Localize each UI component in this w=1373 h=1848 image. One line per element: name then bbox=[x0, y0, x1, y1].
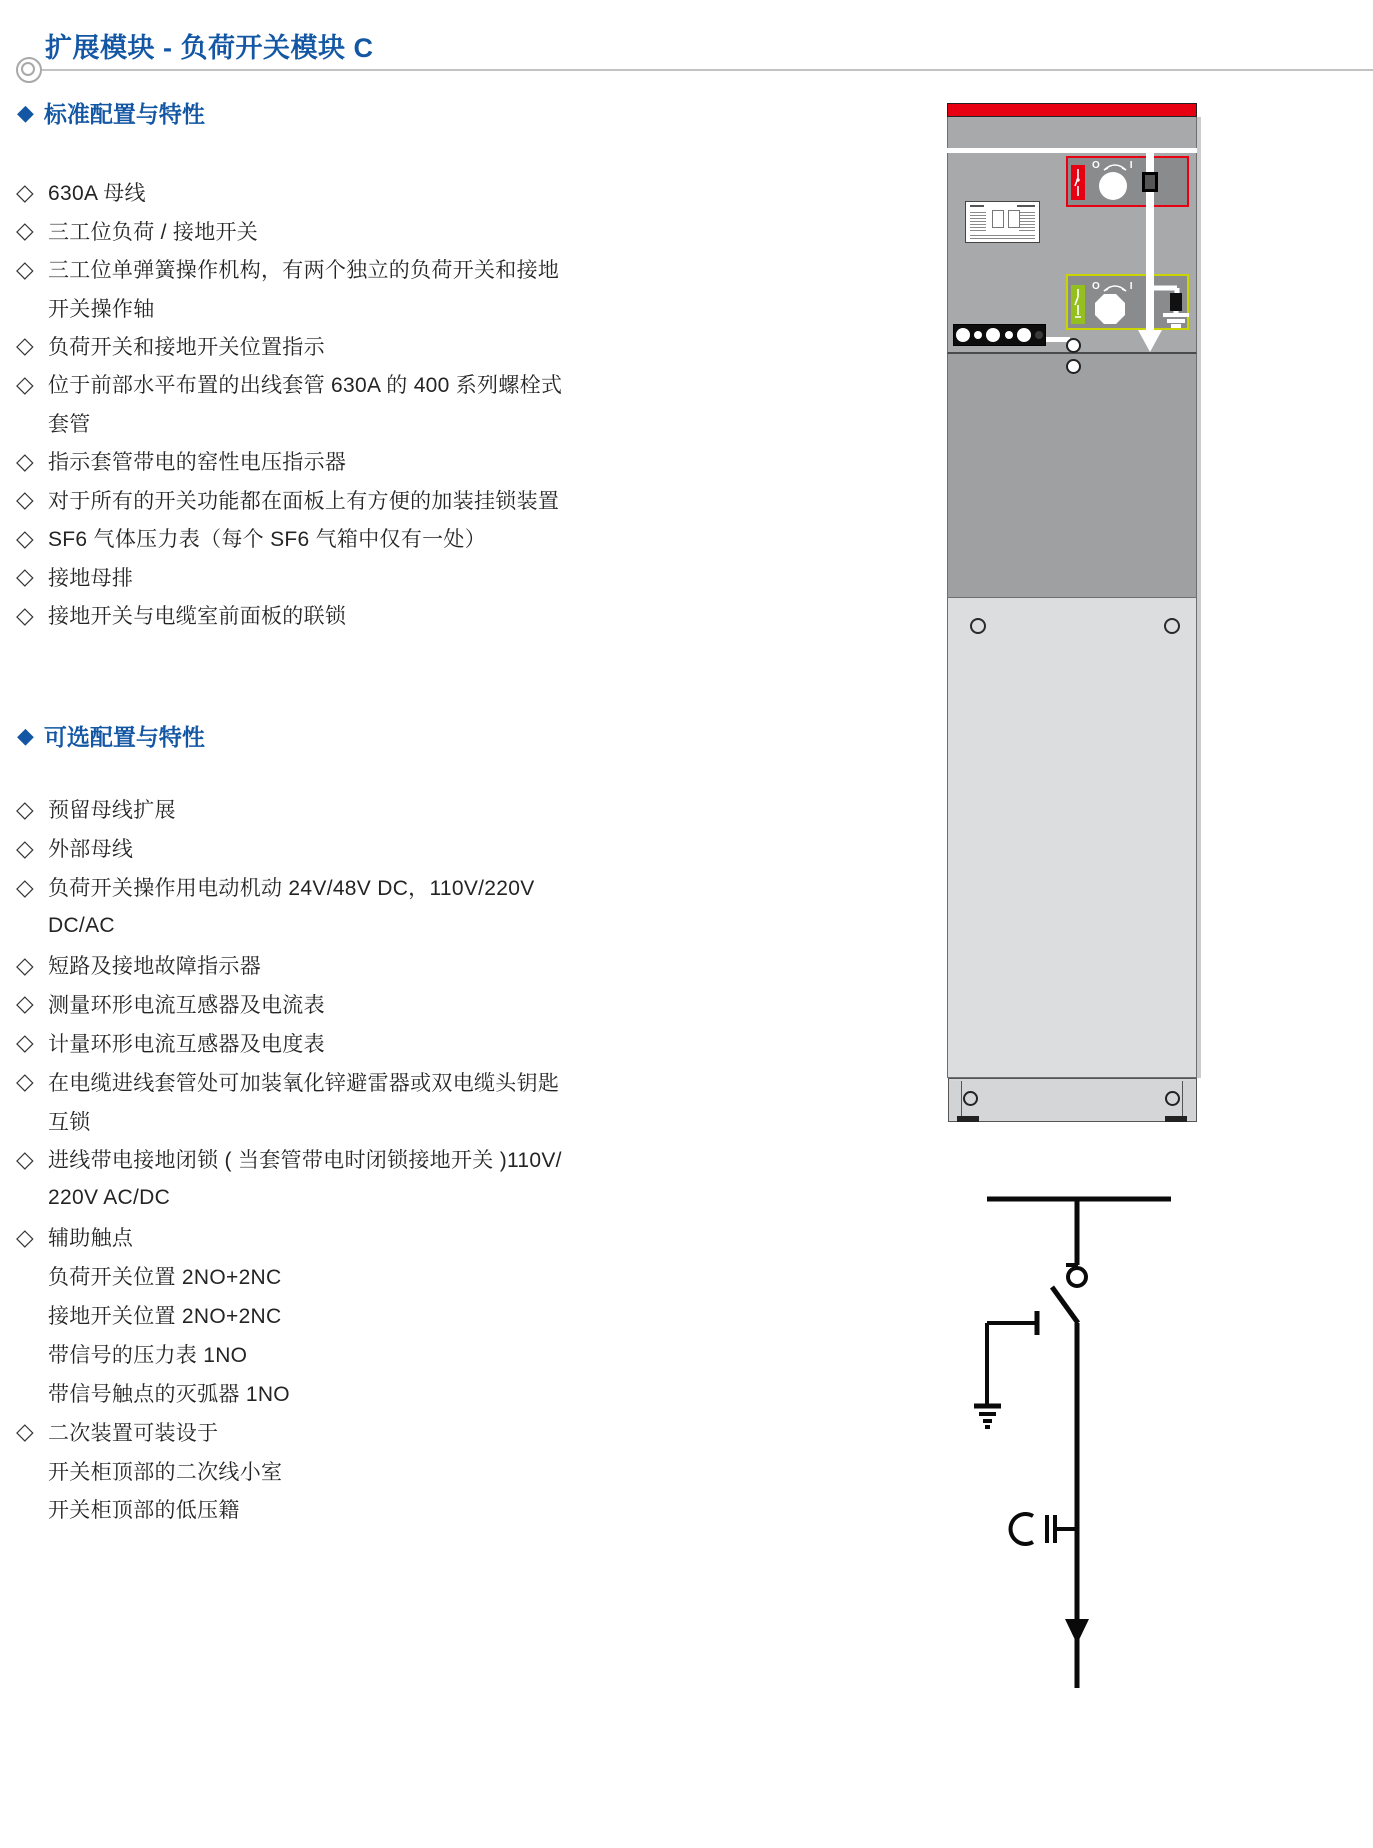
diamond-bullet-icon: ◇ bbox=[16, 447, 34, 474]
load-switch-control-box bbox=[1066, 156, 1189, 207]
optional-feature-list bbox=[16, 790, 576, 1529]
diamond-bullet-icon: ◇ bbox=[16, 990, 34, 1017]
list-item bbox=[16, 907, 576, 946]
voltage-indicator-arc bbox=[1011, 1514, 1033, 1544]
diamond-bullet-icon: ◇ bbox=[16, 795, 34, 822]
list-item-text: 短路及接地故障指示器 bbox=[48, 955, 261, 978]
list-item bbox=[16, 984, 576, 1023]
list-item bbox=[16, 327, 576, 365]
bushing-circle bbox=[956, 328, 970, 342]
closed-label: I bbox=[1129, 281, 1133, 292]
page-title: 扩展模块 - 负荷开关模块 C bbox=[45, 33, 374, 63]
cabinet-side-edge bbox=[1197, 117, 1201, 1078]
oi-position-indicator bbox=[1092, 161, 1133, 171]
list-item bbox=[16, 1023, 576, 1062]
standard-feature-list bbox=[16, 173, 576, 634]
list-item-text: 负荷开关操作用电动机动 24V/48V DC，110V/220V bbox=[48, 877, 535, 901]
list-item-text: 开关柜顶部的二次线小室 bbox=[48, 1460, 283, 1484]
bushing-circle bbox=[1017, 328, 1031, 342]
oi-position-indicator bbox=[1092, 282, 1133, 292]
section-heading-text: 标准配置与特性 bbox=[43, 101, 205, 127]
diamond-bullet-icon: ◇ bbox=[16, 1029, 34, 1056]
section-heading-optional bbox=[17, 719, 205, 752]
list-item bbox=[16, 519, 576, 557]
list-item-text: 指示套管带电的窑性电压指示器 bbox=[48, 451, 347, 475]
list-item-text: 接地母排 bbox=[48, 566, 134, 590]
list-item bbox=[16, 1257, 576, 1296]
list-item bbox=[16, 173, 576, 211]
diamond-bullet-icon: ◇ bbox=[16, 873, 34, 900]
base-left-leg bbox=[949, 1081, 962, 1119]
diamond-bullet-icon: ◇ bbox=[16, 217, 34, 244]
cabinet-lower-door bbox=[947, 597, 1197, 1078]
diamond-bullet-icon: ◇ bbox=[16, 601, 34, 628]
cable-bushing-strip bbox=[953, 324, 1046, 346]
list-item bbox=[16, 946, 576, 985]
list-item-text: 220V AC/DC bbox=[48, 1186, 171, 1210]
list-item-text: 二次装置可装设于 bbox=[48, 1421, 219, 1445]
list-item bbox=[16, 1296, 576, 1335]
rating-plate-line bbox=[970, 205, 984, 207]
list-item bbox=[16, 211, 576, 249]
list-item bbox=[16, 1101, 576, 1140]
base-bolt bbox=[1165, 1091, 1180, 1106]
switch-symbol-icon bbox=[1071, 165, 1085, 200]
feeder-arrow-icon bbox=[1065, 1619, 1089, 1644]
list-item-text: 进线带电接地闭锁 ( 当套管带电时闭锁接地开关 )110V/ bbox=[48, 1149, 562, 1173]
list-item bbox=[16, 288, 576, 326]
list-item bbox=[16, 481, 576, 519]
diamond-bullet-icon: ◇ bbox=[16, 951, 34, 978]
list-item-text: 负荷开关位置 2NO+2NC bbox=[48, 1266, 282, 1290]
list-item-text: 位于前部水平布置的出线套管 630A 的 400 系列螺栓式 bbox=[48, 374, 563, 398]
list-item-text: 接地开关与电缆室前面板的联锁 bbox=[48, 605, 347, 629]
bushing-circle-small bbox=[1035, 331, 1043, 339]
list-item bbox=[16, 1334, 576, 1373]
section-heading-text: 可选配置与特性 bbox=[43, 724, 205, 750]
panel-screw bbox=[970, 618, 986, 634]
list-item-text: 辅助触点 bbox=[48, 1227, 134, 1251]
header-rule bbox=[42, 69, 1373, 71]
earth-switch-knob bbox=[1095, 294, 1125, 324]
list-item-text: 三工位单弹簧操作机构，有两个独立的负荷开关和接地 bbox=[48, 259, 560, 283]
diamond-bullet-icon: ◇ bbox=[16, 486, 34, 513]
list-item-text: 对于所有的开关功能都在面板上有方便的加装挂锁装置 bbox=[48, 489, 560, 513]
rule-ornament-inner-icon bbox=[21, 62, 35, 76]
list-item bbox=[16, 1179, 576, 1218]
earth-switch-symbol-icon bbox=[1071, 285, 1085, 324]
diamond-bullet-icon: ◇ bbox=[16, 178, 34, 205]
list-item-text: 套管 bbox=[48, 412, 91, 436]
bushing-circle bbox=[986, 328, 1000, 342]
list-item bbox=[16, 1490, 576, 1529]
list-item bbox=[16, 442, 576, 480]
pressure-gauge bbox=[1066, 338, 1081, 353]
rating-plate-diagram bbox=[1008, 210, 1020, 228]
switchgear-cabinet-illustration bbox=[947, 103, 1203, 1123]
filled-diamond-icon: ◆ bbox=[17, 722, 34, 748]
list-item-text: 在电缆进线套管处可加装氧化锌避雷器或双电缆头钥匙 bbox=[48, 1071, 560, 1095]
list-item bbox=[16, 1412, 576, 1451]
diamond-bullet-icon: ◇ bbox=[16, 524, 34, 551]
list-item bbox=[16, 404, 576, 442]
base-right-leg bbox=[1182, 1081, 1195, 1119]
bushing-circle-small bbox=[974, 331, 982, 339]
earth-branch-icon bbox=[1142, 271, 1194, 335]
cabinet-base bbox=[948, 1078, 1197, 1122]
bushing-circle-small bbox=[1005, 331, 1013, 339]
cabinet-mid-panel bbox=[947, 354, 1197, 597]
list-item bbox=[16, 1373, 576, 1412]
list-item-text: 三工位负荷 / 接地开关 bbox=[48, 220, 259, 244]
diamond-bullet-icon: ◇ bbox=[16, 1418, 34, 1445]
open-label: O bbox=[1092, 281, 1100, 292]
list-item-text: 外部母线 bbox=[48, 838, 134, 862]
rating-plate-line bbox=[1017, 205, 1035, 207]
rating-plate bbox=[965, 201, 1040, 243]
list-item-text: 互锁 bbox=[48, 1110, 91, 1134]
closed-label: I bbox=[1129, 160, 1133, 171]
rating-plate-diagram bbox=[992, 210, 1004, 228]
diamond-bullet-icon: ◇ bbox=[16, 255, 34, 282]
list-item-text: 带信号的压力表 1NO bbox=[48, 1343, 248, 1367]
diamond-bullet-icon: ◇ bbox=[16, 1145, 34, 1172]
list-item-text: 测量环形电流互感器及电流表 bbox=[48, 993, 325, 1017]
section-heading-standard bbox=[17, 96, 205, 129]
rotation-arrow-icon bbox=[1102, 162, 1128, 171]
list-item-text: 630A 母线 bbox=[48, 182, 146, 206]
cabinet-foot bbox=[1165, 1116, 1187, 1122]
diamond-bullet-icon: ◇ bbox=[16, 332, 34, 359]
diamond-bullet-icon: ◇ bbox=[16, 563, 34, 590]
rating-plate-line bbox=[970, 235, 1035, 236]
panel-screw bbox=[1164, 618, 1180, 634]
list-item-text: 负荷开关和接地开关位置指示 bbox=[48, 335, 325, 359]
list-item-text: 开关柜顶部的低压籍 bbox=[48, 1499, 240, 1523]
rating-plate-table bbox=[970, 210, 986, 232]
filled-diamond-icon: ◆ bbox=[17, 99, 34, 125]
list-item-text: 开关操作轴 bbox=[48, 297, 155, 321]
list-item bbox=[16, 557, 576, 595]
rule-ornament-icon bbox=[16, 57, 42, 83]
list-item-text: 计量环形电流互感器及电度表 bbox=[48, 1032, 325, 1056]
list-item bbox=[16, 250, 576, 288]
list-item bbox=[16, 1218, 576, 1257]
open-label: O bbox=[1092, 160, 1100, 171]
list-item bbox=[16, 868, 576, 907]
list-item-text: SF6 气体压力表（每个 SF6 气箱中仅有一处） bbox=[48, 528, 487, 552]
switch-blade bbox=[1052, 1287, 1078, 1323]
list-item bbox=[16, 1451, 576, 1490]
list-item bbox=[16, 790, 576, 829]
diamond-bullet-icon: ◇ bbox=[16, 834, 34, 861]
single-line-diagram bbox=[930, 1180, 1250, 1700]
list-item bbox=[16, 829, 576, 868]
list-item-text: 预留母线扩展 bbox=[48, 799, 176, 823]
list-item-text: DC/AC bbox=[48, 914, 115, 938]
cabinet-top-red-bar bbox=[947, 103, 1197, 117]
list-item bbox=[16, 365, 576, 403]
list-item-text: 接地开关位置 2NO+2NC bbox=[48, 1305, 282, 1329]
bus-connector bbox=[1142, 172, 1158, 192]
diamond-bullet-icon: ◇ bbox=[16, 1223, 34, 1250]
panel-seam-line bbox=[947, 148, 1197, 153]
pressure-gauge bbox=[1066, 359, 1081, 374]
load-switch-handle bbox=[1071, 165, 1085, 200]
list-item-text: 带信号触点的灭弧器 1NO bbox=[48, 1382, 290, 1406]
list-item bbox=[16, 1140, 576, 1179]
diamond-bullet-icon: ◇ bbox=[16, 1068, 34, 1095]
earth-switch-handle bbox=[1071, 285, 1085, 324]
list-item bbox=[16, 596, 576, 634]
rating-plate-table bbox=[1019, 210, 1035, 232]
load-switch-knob bbox=[1099, 172, 1127, 200]
cabinet-foot bbox=[957, 1116, 979, 1122]
rating-plate-line bbox=[970, 238, 1035, 239]
diamond-bullet-icon: ◇ bbox=[16, 370, 34, 397]
rotation-arrow-icon bbox=[1102, 283, 1128, 292]
switch-contact bbox=[1068, 1268, 1086, 1286]
list-item bbox=[16, 1062, 576, 1101]
base-bolt bbox=[963, 1091, 978, 1106]
